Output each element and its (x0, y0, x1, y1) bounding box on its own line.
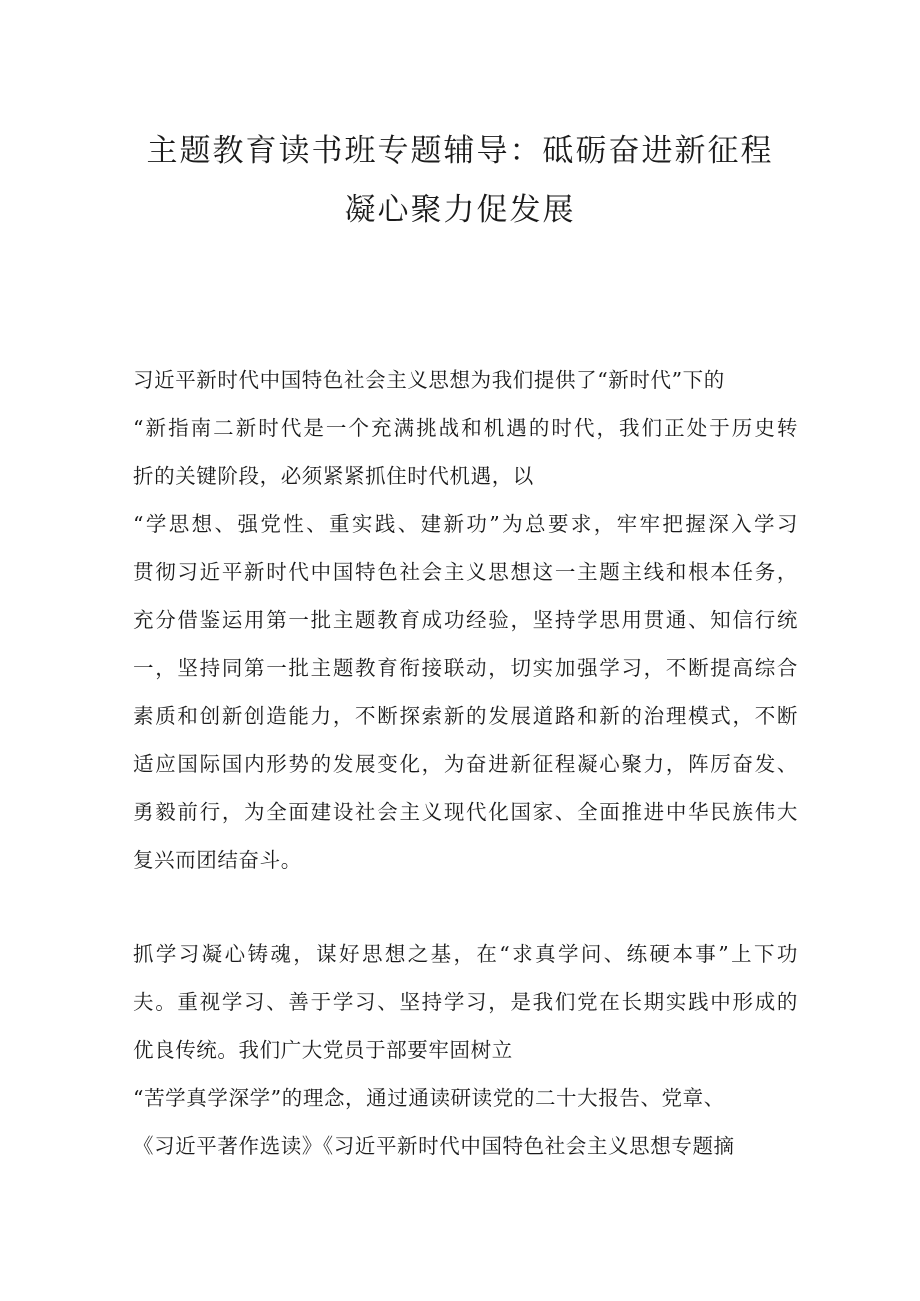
paragraph-line: “苦学真学深学”的理念，通过通读研读党的二十大报告、党章、 (133, 1086, 725, 1110)
paragraph-line: 一，坚持同第一批主题教育衔接联动，切实加强学习，不断提高综合 (133, 656, 798, 680)
document-title-line-1: 主题教育读书班专题辅导：砥砺奋进新征程 (146, 133, 774, 169)
paragraph-line: 折的关键阶段，必须紧紧抓住时代机遇，以 (133, 464, 534, 488)
paragraph-line: 优良传统。我们广大党员于部要牢固树立 (133, 1038, 513, 1062)
paragraph-line: “学思想、强党性、重实践、建新功”为总要求，牢牢把握深入学习 (133, 512, 798, 536)
paragraph-2 (133, 930, 798, 1170)
paragraph-line: 夫。重视学习、善于学习、坚持学习，是我们党在长期实践中形成的 (133, 990, 798, 1014)
paragraph-line: 《习近平著作选读》《习近平新时代中国特色社会主义思想专题摘 (133, 1134, 735, 1158)
paragraph-line: 充分借鉴运用第一批主题教育成功经验，坚持学思用贯通、知信行统 (133, 608, 798, 632)
paragraph-line: “新指南二新时代是一个充满挑战和机遇的时代，我们正处于历史转 (133, 416, 798, 440)
paragraph-line: 习近平新时代中国特色社会主义思想为我们提供了“新时代”下的 (133, 368, 725, 392)
document-title-line-2: 凝心聚力促发展 (344, 192, 576, 228)
paragraph-line: 复兴而团结奋斗。 (133, 848, 302, 872)
paragraph-line: 勇毅前行，为全面建设社会主义现代化国家、全面推进中华民族伟大 (133, 800, 798, 824)
paragraph-line: 素质和创新创造能力，不断探索新的发展道路和新的治理模式，不断 (133, 704, 798, 728)
paragraph-line: 适应国际国内形势的发展变化，为奋进新征程凝心聚力，阵厉奋发、 (133, 752, 798, 776)
paragraph-1 (133, 356, 798, 884)
paragraph-line: 抓学习凝心铸魂，谋好思想之基，在“求真学问、练硬本事”上下功 (133, 942, 798, 966)
paragraph-line: 贯彻习近平新时代中国特色社会主义思想这一主题主线和根本任务， (133, 560, 798, 584)
